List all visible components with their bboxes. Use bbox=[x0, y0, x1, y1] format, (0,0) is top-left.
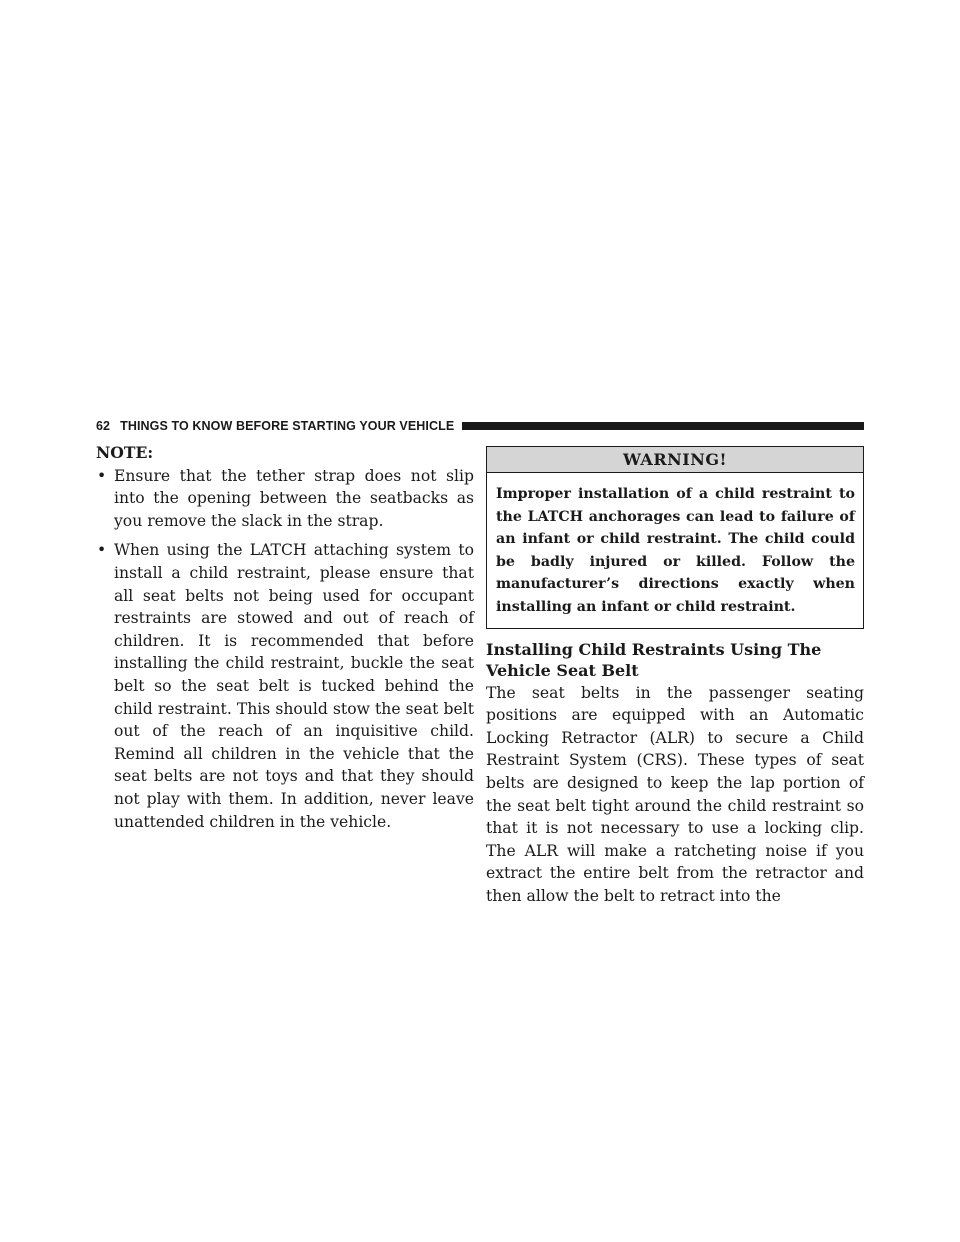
bullet-text: Ensure that the tether strap does not slip into the opening between the seatbacks as you remove the slack in the strap. bbox=[114, 466, 474, 530]
warning-box bbox=[486, 446, 864, 629]
section-body: The seat belts in the passenger seating positions are equipped with an Automatic Locking Retractor (ALR) to secure a Child Restraint System (CRS). These types of seat belts are designed to keep the lap portion of the seat belt tight around the child restraint so that it is not necessary to use a locking clip. The ALR will make a ratcheting noise if you extract the entire belt from the retractor and then allow the belt to retract into the bbox=[486, 683, 864, 905]
chapter-title: THINGS TO KNOW BEFORE STARTING YOUR VEHICLE bbox=[120, 419, 455, 433]
list-item bbox=[96, 539, 474, 833]
note-label: NOTE: bbox=[96, 443, 154, 462]
header-rule bbox=[462, 422, 864, 430]
list-item bbox=[96, 465, 474, 533]
section-heading: Installing Child Restraints Using The Vehicle Seat Belt bbox=[486, 639, 822, 680]
warning-body: Improper installation of a child restraint to the LATCH anchorages can lead to failure of an infant or child restraint. The child could be badly injured or killed. Follow the manufacturer’s directions exactly when installing an infant or child restraint. bbox=[496, 486, 855, 615]
running-header bbox=[96, 417, 864, 435]
left-column bbox=[96, 442, 474, 840]
note-bullet-list bbox=[96, 465, 474, 834]
bullet-text: When using the LATCH attaching system to install a child restraint, please ensure that all seat belts not being used for occupant restraints are stowed and out of reach of children. It is recommended that before installing the child restraint, buckle the seat belt so the seat belt is tucked behind the child restraint. This should stow the seat belt out of the reach of an inquisitive child. Remind all children in the vehicle that the seat belts are not toys and that they should not play with them. In addition, never leave unattended children in the vehicle. bbox=[114, 541, 474, 831]
warning-title: WARNING! bbox=[487, 447, 863, 473]
bullet-icon: • bbox=[97, 466, 107, 485]
bullet-icon: • bbox=[97, 541, 107, 560]
right-column bbox=[486, 446, 864, 908]
page-number: 62 bbox=[96, 419, 111, 433]
